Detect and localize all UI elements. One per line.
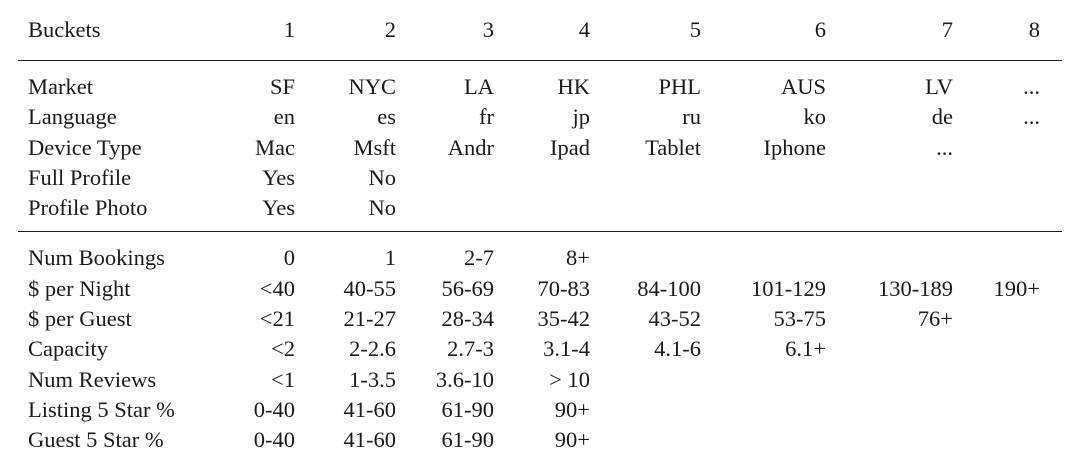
table-cell <box>971 304 1062 334</box>
row-label: Profile Photo <box>28 195 148 221</box>
table-cell: <40 <box>259 275 295 301</box>
table-row <box>18 274 1062 304</box>
table-cell: ... <box>936 134 953 160</box>
table-cell: LA <box>464 74 494 99</box>
table-cell: Msft <box>353 134 396 160</box>
table-cell: PHL <box>658 74 701 99</box>
listing-attributes-group <box>18 61 1062 232</box>
row-label: Market <box>28 74 93 99</box>
table-cell <box>971 232 1062 274</box>
table-cell <box>846 365 971 395</box>
table-row <box>18 133 1062 163</box>
table-cell <box>608 395 721 425</box>
row-label: $ per Night <box>28 275 131 301</box>
row-label: Listing 5 Star % <box>28 396 175 422</box>
table-row <box>18 193 1062 232</box>
table-cell <box>971 193 1062 232</box>
table-cell <box>608 163 721 193</box>
table-row <box>18 61 1062 103</box>
table-cell: 53-75 <box>773 306 826 332</box>
table-row <box>18 365 1062 395</box>
table-cell <box>971 133 1062 163</box>
table-row <box>18 163 1062 193</box>
header-cell-bucket-3: 3 <box>482 17 494 42</box>
table-cell: 1 <box>384 245 396 271</box>
table-cell: HK <box>557 74 590 99</box>
table-cell <box>971 425 1062 463</box>
table-cell <box>971 334 1062 364</box>
table-cell: de <box>931 104 953 130</box>
header-cell-bucket-2: 2 <box>384 17 396 42</box>
table-cell: 35-42 <box>537 306 590 332</box>
table-cell <box>608 425 721 463</box>
table-cell: 0-40 <box>253 396 295 422</box>
table-cell: LV <box>925 74 953 99</box>
table-cell: 61-90 <box>441 427 494 453</box>
table-cell: 190+ <box>993 275 1040 301</box>
row-label: Full Profile <box>28 164 132 190</box>
table-cell: > 10 <box>549 366 590 392</box>
table-cell: 61-90 <box>441 396 494 422</box>
table-cell <box>971 365 1062 395</box>
table-cell: ... <box>1023 104 1040 130</box>
table-cell <box>608 193 721 232</box>
table-cell <box>404 163 508 193</box>
table-cell: 2-7 <box>464 245 494 271</box>
table-cell: ... <box>1023 74 1040 99</box>
table-cell: <21 <box>259 306 295 332</box>
numeric-features-group <box>18 232 1062 464</box>
header-cell-bucket-5: 5 <box>689 17 701 42</box>
table-cell <box>608 365 721 395</box>
table-cell: Yes <box>262 195 295 221</box>
table-cell: 3.1-4 <box>543 336 590 362</box>
table-cell: No <box>368 195 396 221</box>
table-cell <box>846 193 971 232</box>
header-cell-bucket-7: 7 <box>941 17 953 42</box>
table-cell <box>846 232 971 274</box>
table-cell: <1 <box>271 366 295 392</box>
header-cell-bucket-8: 8 <box>1028 17 1040 42</box>
table-row <box>18 395 1062 425</box>
table-cell <box>721 365 846 395</box>
table-row <box>18 232 1062 274</box>
table-cell <box>846 395 971 425</box>
header-cell-bucket-4: 4 <box>578 17 590 42</box>
table-cell <box>608 232 721 274</box>
table-row <box>18 304 1062 334</box>
table-cell <box>971 395 1062 425</box>
header-cell-bucket-1: 1 <box>283 17 295 42</box>
table-cell <box>846 425 971 463</box>
table-cell: 70-83 <box>537 275 590 301</box>
table-cell <box>846 163 971 193</box>
table-cell: Yes <box>262 164 295 190</box>
table-cell: 3.6-10 <box>435 366 494 392</box>
table-cell: 40-55 <box>343 275 396 301</box>
row-label: Capacity <box>28 336 108 362</box>
table-cell: ru <box>682 104 701 130</box>
table-cell: jp <box>572 104 590 130</box>
row-label: Num Reviews <box>28 366 157 392</box>
table-cell: 101-129 <box>751 275 826 301</box>
table-cell <box>721 425 846 463</box>
table-cell: No <box>368 164 396 190</box>
table-cell: 41-60 <box>343 396 396 422</box>
table-cell: en <box>273 104 295 130</box>
table-cell: 43-52 <box>648 306 701 332</box>
table-cell: 4.1-6 <box>654 336 701 362</box>
table-cell: fr <box>479 104 494 130</box>
table-cell <box>721 395 846 425</box>
table-cell: ko <box>803 104 826 130</box>
table-cell <box>404 193 508 232</box>
table-cell: es <box>377 104 396 130</box>
table-cell: 41-60 <box>343 427 396 453</box>
table-cell: NYC <box>348 74 396 99</box>
table-cell: Mac <box>255 134 295 160</box>
table-cell: 21-27 <box>343 306 396 332</box>
table-cell: 90+ <box>554 396 590 422</box>
table-cell: AUS <box>780 74 826 99</box>
table-cell <box>846 334 971 364</box>
table-cell: Andr <box>447 134 494 160</box>
header-cell-buckets: Buckets <box>28 17 101 42</box>
table-cell: Tablet <box>645 134 701 160</box>
table-cell: 0 <box>283 245 295 271</box>
table-cell <box>721 163 846 193</box>
table-cell: 2-2.6 <box>349 336 396 362</box>
table-cell: 90+ <box>554 427 590 453</box>
table-cell: 56-69 <box>441 275 494 301</box>
table-cell: 6.1+ <box>785 336 826 362</box>
table-cell: Iphone <box>763 134 826 160</box>
table-cell: 76+ <box>917 306 953 332</box>
table-cell: 84-100 <box>637 275 701 301</box>
table-cell: Ipad <box>550 134 590 160</box>
table-cell: SF <box>269 74 295 99</box>
row-label: $ per Guest <box>28 306 132 332</box>
table-cell <box>508 163 608 193</box>
table-cell: 28-34 <box>441 306 494 332</box>
table-cell <box>971 163 1062 193</box>
row-label: Language <box>28 104 117 130</box>
table-cell: 1-3.5 <box>349 366 396 392</box>
table-row <box>18 334 1062 364</box>
table-row <box>18 102 1062 132</box>
table-cell <box>508 193 608 232</box>
table-header <box>18 0 1062 61</box>
table-cell: <2 <box>271 336 295 362</box>
buckets-table <box>18 0 1062 464</box>
table-cell <box>721 232 846 274</box>
table-cell: 130-189 <box>878 275 953 301</box>
table-cell: 2.7-3 <box>447 336 494 362</box>
table-cell: 8+ <box>566 245 590 271</box>
header-cell-bucket-6: 6 <box>814 17 826 42</box>
header-row <box>18 0 1062 61</box>
row-label: Device Type <box>28 134 142 160</box>
table-cell <box>721 193 846 232</box>
row-label: Guest 5 Star % <box>28 427 164 453</box>
table-row <box>18 425 1062 463</box>
row-label: Num Bookings <box>28 245 165 271</box>
table-cell: 0-40 <box>253 427 295 453</box>
